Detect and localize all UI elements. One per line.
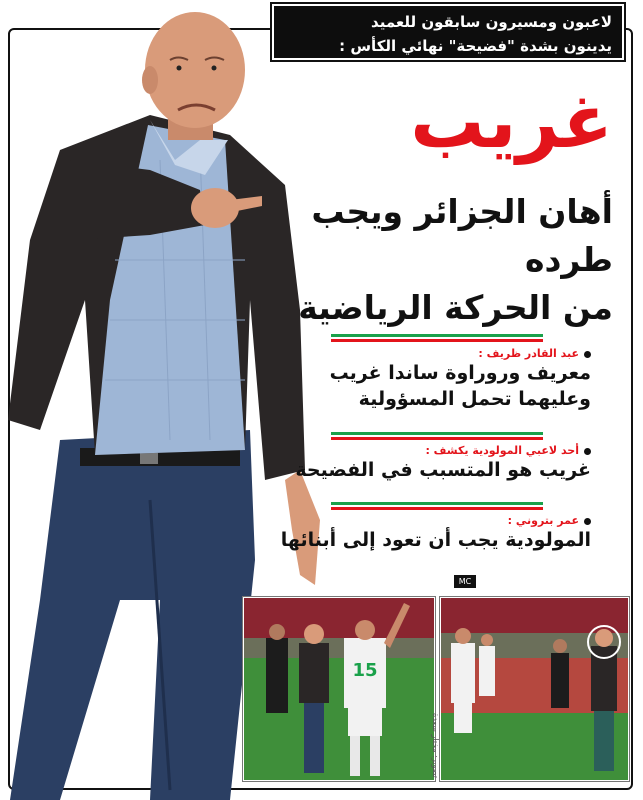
item-2-source (295, 444, 591, 457)
bullet-icon (584, 351, 591, 358)
jersey-number: 15 (352, 660, 378, 681)
logo-chip: MC (454, 575, 476, 588)
photo-1-scene (244, 598, 434, 780)
item-3-line-1: المولودية يجب أن تعود إلى أبنائها (280, 529, 591, 551)
item-3-source-text: عمر بتروني : (507, 514, 579, 527)
separator-1 (331, 334, 543, 342)
item-3-source (281, 514, 591, 527)
item-1 (330, 347, 591, 412)
photo-thumbnail-2 (440, 597, 629, 781)
item-2-line-1: غريب هو المتسبب في الفضيحة (295, 459, 591, 481)
subheadline-line-1: أهان الجزائر ويجب طرده (311, 192, 613, 279)
separator-3 (331, 502, 543, 510)
subheadline (283, 188, 613, 332)
item-2 (295, 444, 591, 483)
headline: غريب (410, 79, 613, 165)
item-1-source-text: عبد القادر ظريف : (478, 347, 579, 360)
bullet-icon (584, 518, 591, 525)
bullet-icon (584, 448, 591, 455)
kicker-box (272, 4, 624, 60)
photo-credit: تصوير: مختار سعدة (431, 713, 440, 778)
kicker-line-1: لاعبون ومسيرون سابقون للعميد (371, 13, 612, 31)
item-1-line-1: معريف وروراوة ساندا غريب (329, 362, 591, 384)
item-1-source (330, 347, 591, 360)
item-2-source-text: أحد لاعبي المولودية يكشف : (425, 444, 579, 457)
separator-2 (331, 432, 543, 440)
photo-thumbnail-1 (243, 597, 435, 781)
photo-2-scene (441, 598, 628, 780)
item-1-line-2: وعليهما تحمل المسؤولية (358, 388, 591, 410)
item-3 (281, 514, 591, 553)
subheadline-line-2: من الحركة الرياضية (298, 288, 613, 327)
kicker-line-2: يدينون بشدة "فضيحة" نهائي الكأس : (339, 37, 612, 55)
